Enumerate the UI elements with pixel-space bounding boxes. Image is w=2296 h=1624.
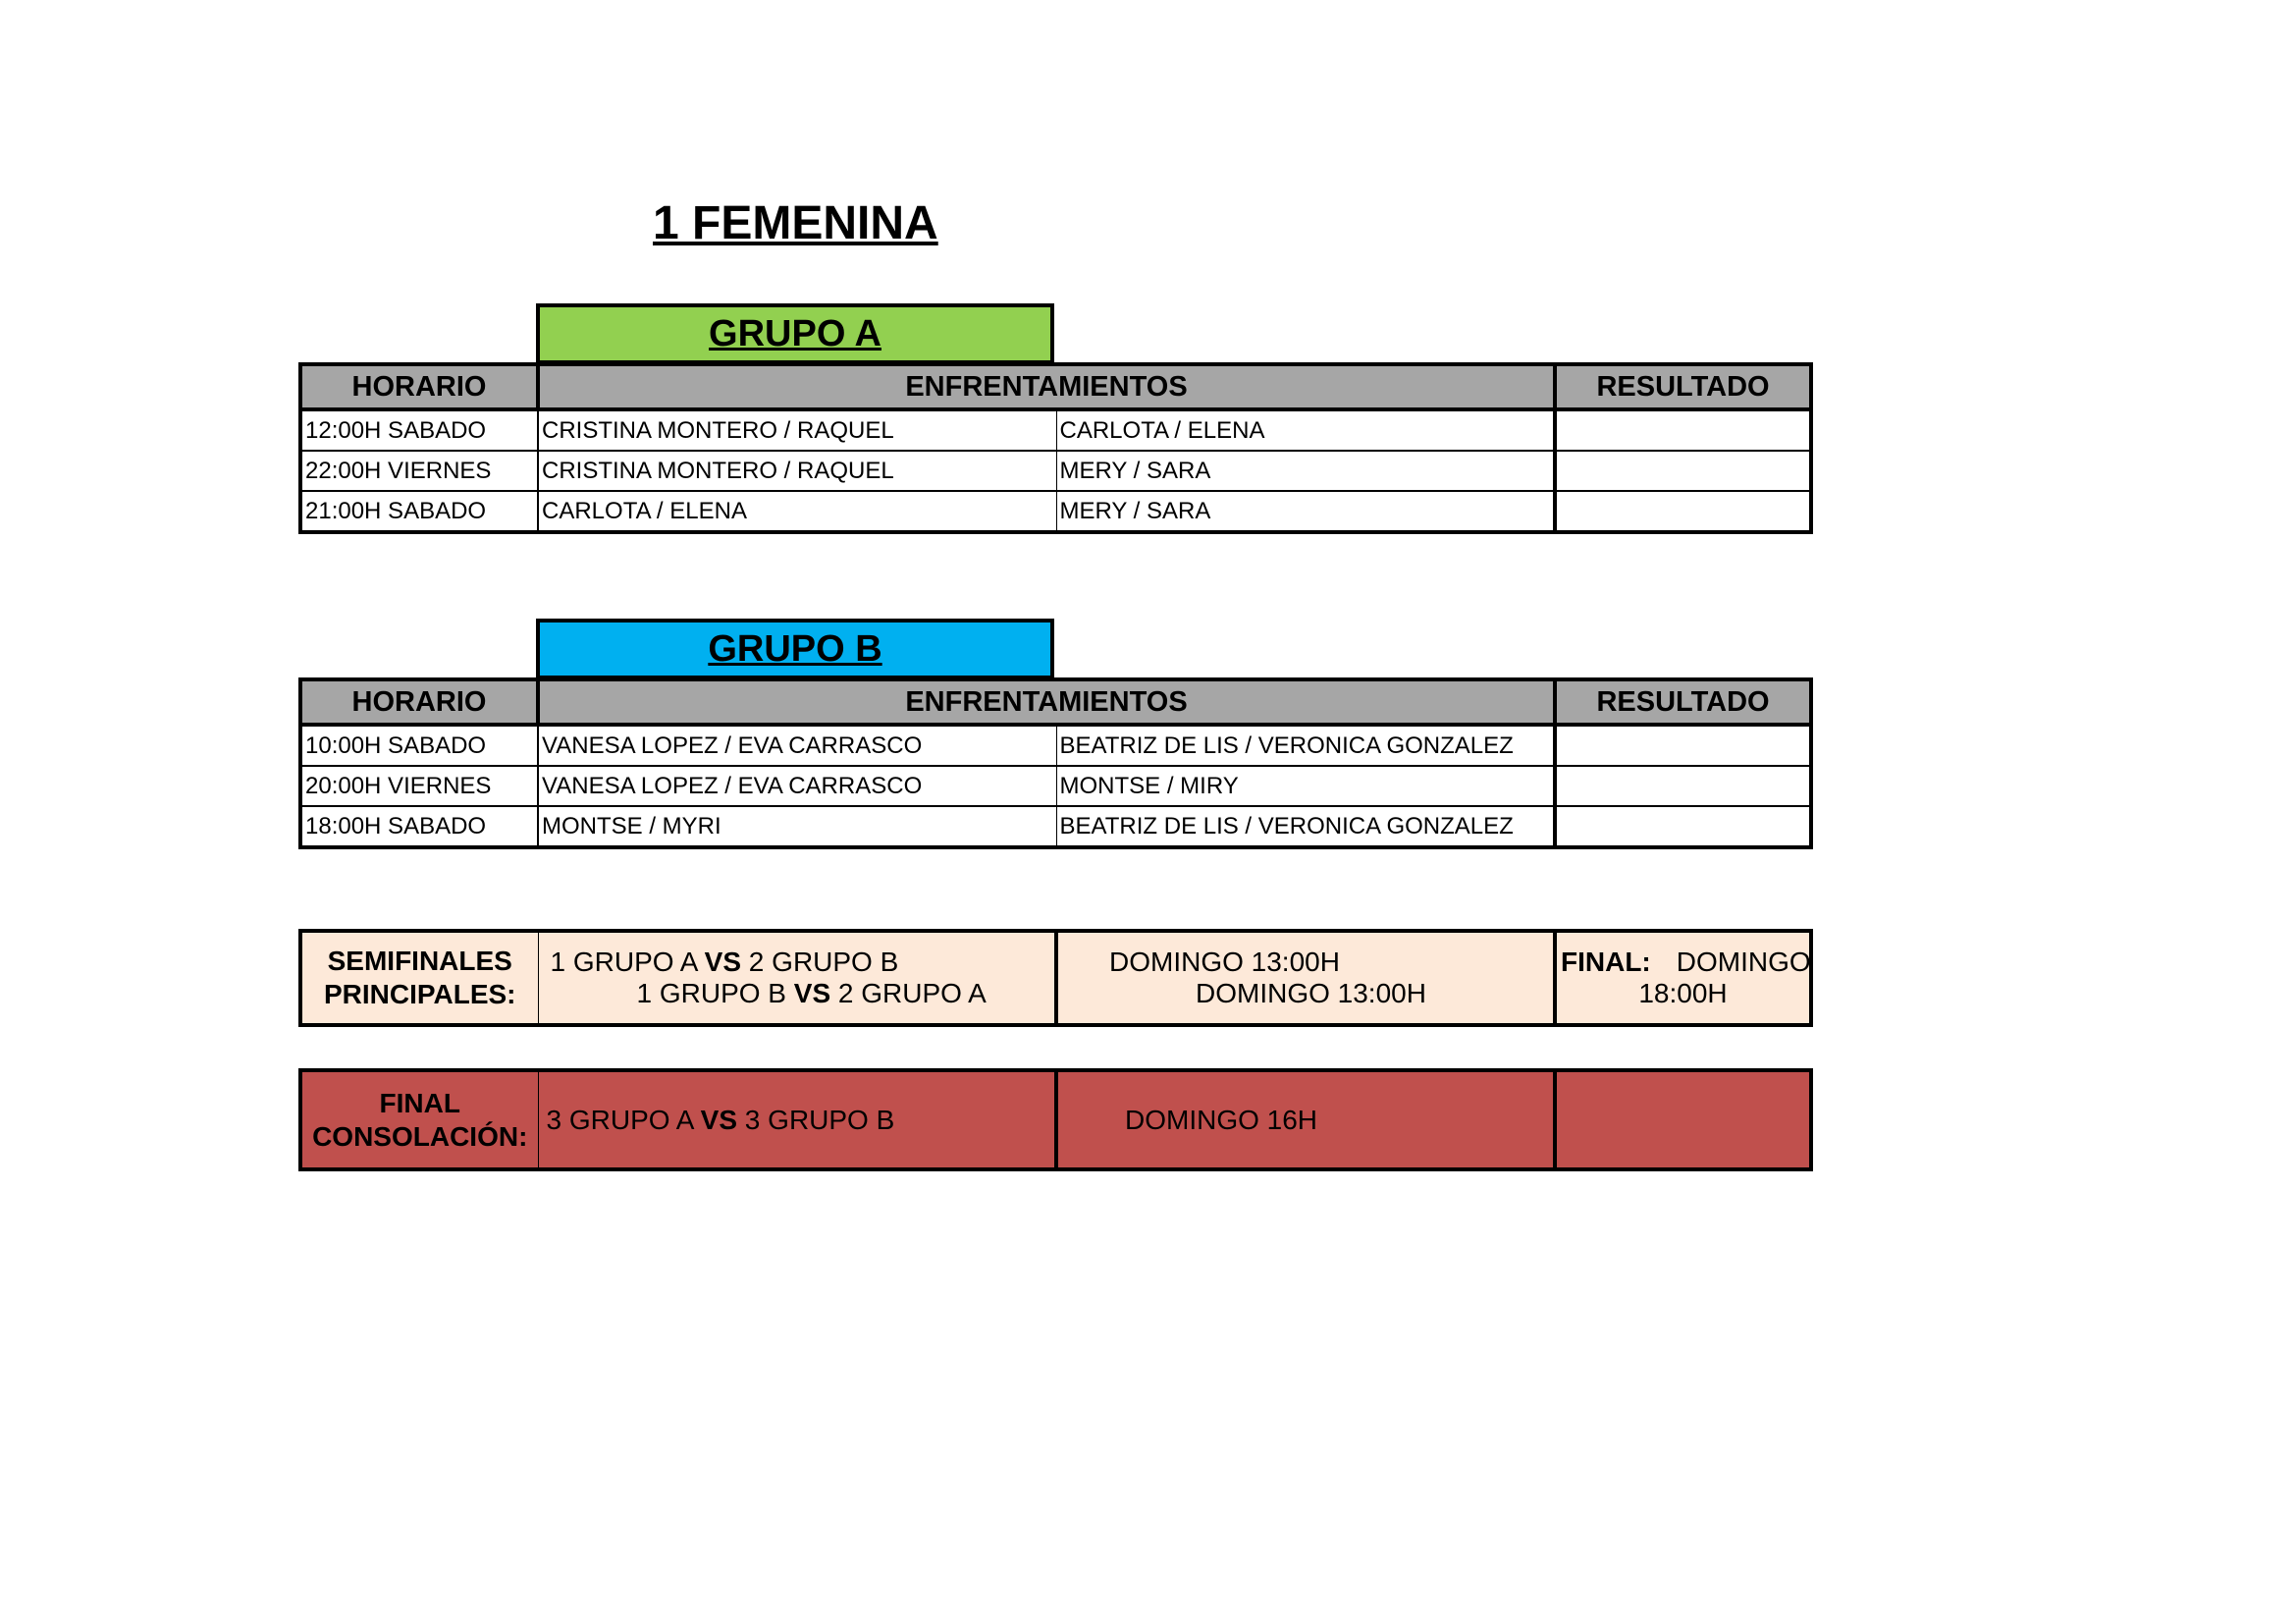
match-time: 20:00H VIERNES: [300, 766, 538, 806]
team-1: VANESA LOPEZ / EVA CARRASCO: [538, 725, 1056, 766]
page-title: 1 FEMENINA: [653, 197, 938, 249]
result-cell[interactable]: [1555, 491, 1811, 532]
table-row: [300, 806, 1811, 847]
semifinals-row: [300, 931, 1811, 1025]
match-time: 12:00H SABADO: [300, 409, 538, 451]
team-1: VANESA LOPEZ / EVA CARRASCO: [538, 766, 1056, 806]
team-1: MONTSE / MYRI: [538, 806, 1056, 847]
consolation-row: [300, 1070, 1811, 1169]
semifinals-label: [300, 931, 538, 1025]
table-header-row: [300, 679, 1811, 725]
semifinal-2-team-b: 2 GRUPO A: [830, 978, 987, 1008]
table-row: [300, 409, 1811, 451]
final-label: FINAL:: [1561, 947, 1651, 977]
result-cell[interactable]: [1555, 725, 1811, 766]
group-a-table: [298, 362, 1813, 534]
consolation-match-line: [543, 1105, 1051, 1136]
semifinal-2-vs: VS: [793, 978, 831, 1008]
table-row: [300, 766, 1811, 806]
consolation-vs: VS: [700, 1104, 738, 1135]
consolation-team-b: 3 GRUPO B: [737, 1104, 895, 1135]
table-row: [300, 451, 1811, 491]
final-day: DOMINGO: [1676, 947, 1811, 977]
result-cell[interactable]: [1555, 806, 1811, 847]
team-2: MERY / SARA: [1056, 491, 1555, 532]
consolation-label-line1: FINAL: [379, 1087, 460, 1118]
team-2: BEATRIZ DE LIS / VERONICA GONZALEZ: [1056, 725, 1555, 766]
team-2: CARLOTA / ELENA: [1056, 409, 1555, 451]
consolation-table: [298, 1068, 1813, 1171]
consolation-team-a: 3 GRUPO A: [546, 1104, 701, 1135]
final-time: 18:00H: [1638, 978, 1728, 1008]
table-row: [300, 725, 1811, 766]
team-2: MONTSE / MIRY: [1056, 766, 1555, 806]
result-cell[interactable]: [1555, 766, 1811, 806]
final-line: [1561, 947, 1811, 978]
team-2: BEATRIZ DE LIS / VERONICA GONZALEZ: [1056, 806, 1555, 847]
match-time: 18:00H SABADO: [300, 806, 538, 847]
consolation-match: [538, 1070, 1056, 1169]
match-time: 21:00H SABADO: [300, 491, 538, 532]
header-resultado: RESULTADO: [1555, 679, 1811, 725]
header-enfrentamientos: ENFRENTAMIENTOS: [538, 679, 1555, 725]
header-enfrentamientos: ENFRENTAMIENTOS: [538, 364, 1555, 409]
consolation-time: DOMINGO 16H: [1125, 1104, 1318, 1135]
group-a-label: GRUPO A: [536, 303, 1054, 364]
semifinals-label-line1: SEMIFINALES: [327, 946, 512, 976]
semifinals-times: [1056, 931, 1555, 1025]
semifinal-match-2: [543, 978, 1051, 1009]
group-b-label: GRUPO B: [536, 619, 1054, 679]
table-row: [300, 491, 1811, 532]
semifinal-2-time: DOMINGO 13:00H: [1196, 978, 1426, 1008]
result-cell[interactable]: [1555, 409, 1811, 451]
semifinals-table: [298, 929, 1813, 1027]
team-1: CARLOTA / ELENA: [538, 491, 1056, 532]
team-2: MERY / SARA: [1056, 451, 1555, 491]
match-time: 22:00H VIERNES: [300, 451, 538, 491]
consolation-label-line2: CONSOLACIÓN:: [312, 1120, 528, 1152]
match-time: 10:00H SABADO: [300, 725, 538, 766]
semifinal-match-1: [543, 947, 1051, 978]
group-b-table: [298, 677, 1813, 849]
team-1: CRISTINA MONTERO / RAQUEL: [538, 451, 1056, 491]
semifinal-1-team-a: 1 GRUPO A: [550, 947, 705, 977]
semifinal-1-vs: VS: [704, 947, 742, 977]
team-1: CRISTINA MONTERO / RAQUEL: [538, 409, 1056, 451]
table-header-row: [300, 364, 1811, 409]
result-cell[interactable]: [1555, 451, 1811, 491]
header-resultado: RESULTADO: [1555, 364, 1811, 409]
semifinal-1-time: DOMINGO 13:00H: [1109, 947, 1340, 977]
consolation-time-cell: [1056, 1070, 1555, 1169]
consolation-empty: [1555, 1070, 1811, 1169]
semifinal-2-team-a: 1 GRUPO B: [636, 978, 794, 1008]
semifinals-label-line2: PRINCIPALES:: [324, 979, 516, 1009]
semifinal-1-team-b: 2 GRUPO B: [741, 947, 899, 977]
header-horario: HORARIO: [300, 364, 538, 409]
semifinals-matches: [538, 931, 1056, 1025]
final-info: [1555, 931, 1811, 1025]
consolation-label: [300, 1070, 538, 1169]
header-horario: HORARIO: [300, 679, 538, 725]
